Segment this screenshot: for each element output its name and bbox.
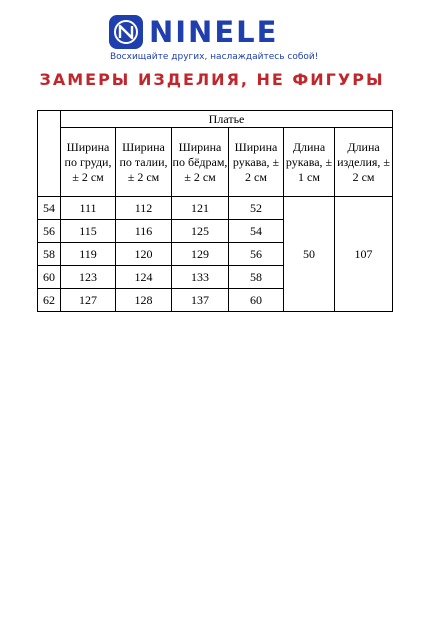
sleeve-width-cell: 56 — [229, 243, 284, 266]
waist-cell: 124 — [116, 266, 172, 289]
size-cell: 58 — [38, 243, 61, 266]
chest-cell: 127 — [61, 289, 116, 312]
table-row — [38, 197, 393, 220]
brand-logo — [108, 14, 322, 64]
page-heading: ЗАМЕРЫ ИЗДЕЛИЯ, НЕ ФИГУРЫ — [39, 70, 385, 89]
chest-cell: 115 — [61, 220, 116, 243]
waist-cell: 112 — [116, 197, 172, 220]
brand-tagline: Восхищайте других, наслаждайтесь собой! — [110, 52, 319, 62]
waist-cell: 116 — [116, 220, 172, 243]
hips-cell: 133 — [172, 266, 229, 289]
sleeve-width-cell: 58 — [229, 266, 284, 289]
hips-cell: 121 — [172, 197, 229, 220]
hips-cell: 125 — [172, 220, 229, 243]
size-cell: 54 — [38, 197, 61, 220]
table-corner — [38, 111, 61, 197]
waist-cell: 120 — [116, 243, 172, 266]
ninele-logo-icon — [108, 14, 144, 50]
hips-cell: 137 — [172, 289, 229, 312]
size-table — [37, 110, 393, 312]
sleeve-width-cell: 52 — [229, 197, 284, 220]
chest-cell: 111 — [61, 197, 116, 220]
chest-cell: 119 — [61, 243, 116, 266]
table-title: Платье — [61, 111, 393, 128]
table-header-row — [38, 128, 393, 197]
column-header: Ширина по талии, ± 2 см — [116, 128, 172, 197]
size-cell: 62 — [38, 289, 61, 312]
column-header: Ширина по бёдрам, ± 2 см — [172, 128, 229, 197]
sleeve-width-cell: 60 — [229, 289, 284, 312]
column-header: Ширина рукава, ± 2 см — [229, 128, 284, 197]
size-cell: 56 — [38, 220, 61, 243]
waist-cell: 128 — [116, 289, 172, 312]
hips-cell: 129 — [172, 243, 229, 266]
sleeve-width-cell: 54 — [229, 220, 284, 243]
column-header: Длина изделия, ± 2 см — [335, 128, 393, 197]
size-cell: 60 — [38, 266, 61, 289]
chest-cell: 123 — [61, 266, 116, 289]
column-header: Ширина по груди, ± 2 см — [61, 128, 116, 197]
sleeve-length-cell: 50 — [284, 197, 335, 312]
column-header: Длина рукава, ± 1 см — [284, 128, 335, 197]
brand-name: NINELE — [149, 15, 279, 49]
product-length-cell: 107 — [335, 197, 393, 312]
